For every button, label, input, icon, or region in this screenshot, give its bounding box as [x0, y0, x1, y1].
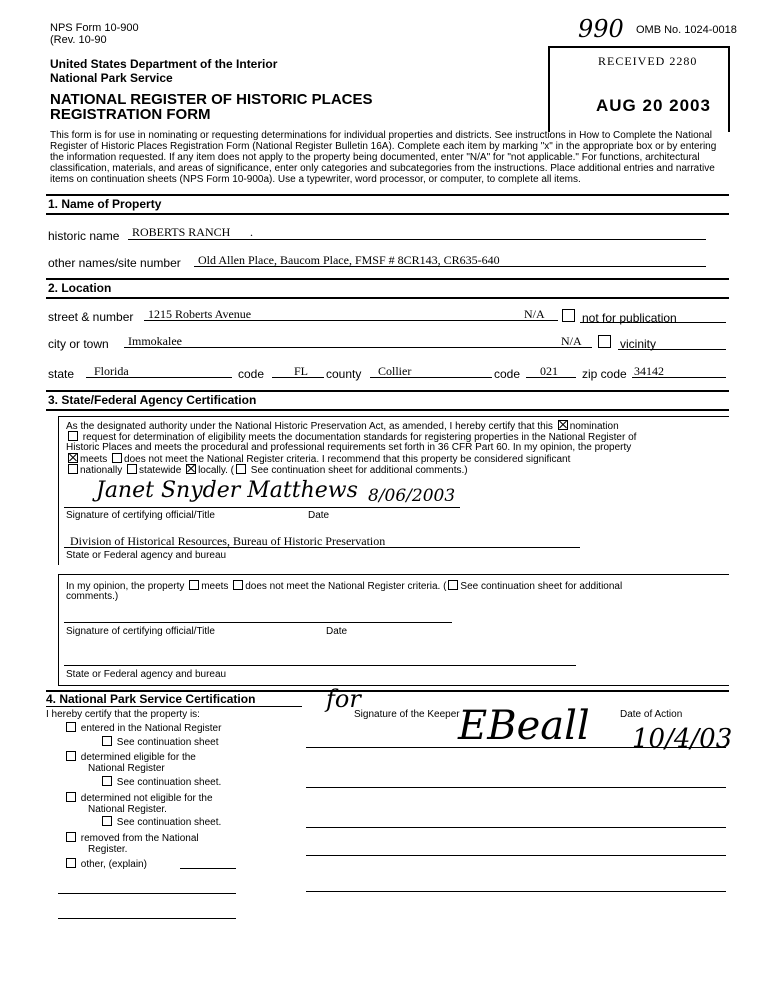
intro-line: the information requested. If any item does not apply to the property being documented, enter "N/A" for "not applicable." For functions, architectural [50, 152, 700, 163]
other-names-label: other names/site number [48, 256, 181, 270]
section-divider [46, 390, 729, 392]
vicinity-label: vicinity [620, 337, 657, 351]
agency-label-2: State or Federal agency and bureau [66, 669, 227, 680]
eligible-item-line-2: National Register [88, 763, 165, 774]
zip-value[interactable]: 34142 [634, 364, 664, 378]
signature-line-2 [64, 622, 452, 623]
agency-line [64, 547, 580, 548]
nomination-checkbox[interactable] [558, 420, 568, 430]
city-line [124, 347, 592, 348]
nationally-checkbox[interactable] [68, 464, 78, 474]
intro-line: This form is for use in nominating or requesting determinations for individual properties and districts. See instructions in How to Complete the National [50, 130, 712, 141]
date-label-2: Date [326, 626, 348, 637]
state-code-label: code [238, 367, 265, 381]
other-item: other, (explain) [64, 858, 147, 870]
vicinity-checkbox[interactable] [598, 333, 611, 351]
cert-line-1: As the designated authority under the National Historic Preservation Act, as amended, I hereby certify that this nomination [66, 421, 619, 432]
city-value[interactable]: Immokalee [128, 334, 182, 348]
keeper-label: Signature of the Keeper [354, 709, 460, 720]
locally-checkbox[interactable] [186, 464, 196, 474]
stamp-date: AUG 20 2003 [596, 96, 711, 115]
intro-text [50, 130, 716, 185]
section-divider [46, 213, 729, 215]
county-value[interactable]: Collier [378, 364, 412, 378]
county-label: county [326, 367, 362, 381]
keeper-signature: EBeall [458, 703, 590, 749]
agency-label: State or Federal agency and bureau [66, 550, 227, 561]
city-label: city or town [48, 337, 109, 351]
vicinity-line [618, 349, 726, 350]
not-eligible-checkbox[interactable] [66, 792, 76, 802]
certifying-signature: Janet Snyder Matthews [96, 478, 358, 503]
date-label: Date [308, 510, 330, 521]
agency-line-2 [64, 665, 576, 666]
state-value[interactable]: Florida [94, 364, 129, 378]
handwritten-number: 990 [578, 15, 624, 43]
signature-line [64, 507, 460, 508]
eligible-item: determined eligible for the [64, 751, 196, 763]
service-name: National Park Service [50, 71, 173, 85]
city-na: N/A [561, 334, 582, 348]
keeper-line-3 [306, 827, 726, 828]
action-label: Date of Action [620, 709, 683, 720]
other-explain-line-2[interactable] [58, 893, 236, 894]
not-for-publication-label: not for publication [582, 311, 677, 325]
section-4-heading: 4. National Park Service Certification [46, 692, 256, 706]
removed-item-line-2: Register. [88, 844, 128, 855]
not-eligible-continuation-checkbox[interactable] [102, 816, 112, 826]
opinion-line-1: In my opinion, the property meets does not meet the National Register criteria. ( See continuation sheet for additional [66, 581, 623, 592]
cert-line-2: request for determination of eligibility meets the documentation standards for registering properties in the National Register of [66, 431, 636, 443]
not-eligible-item-line-2: National Register. [88, 804, 167, 815]
certifying-date: 8/06/2003 [368, 486, 456, 506]
for-text: for [326, 685, 361, 713]
section-2-heading: 2. Location [48, 281, 112, 295]
opinion-meets-checkbox[interactable] [189, 580, 199, 590]
section-1-heading: 1. Name of Property [48, 197, 162, 211]
entered-checkbox[interactable] [66, 722, 76, 732]
eligible-checkbox[interactable] [66, 751, 76, 761]
not-eligible-item: determined not eligible for the [64, 792, 213, 804]
state-label: state [48, 367, 75, 381]
not-for-publication-line [580, 322, 726, 323]
certify-label: I hereby certify that the property is: [46, 709, 200, 720]
signature-label-2: Signature of certifying official/Title [66, 626, 215, 637]
street-na: N/A [524, 307, 545, 321]
meets-checkbox[interactable] [68, 453, 78, 463]
not-eligible-continuation: See continuation sheet. [100, 816, 221, 828]
other-checkbox[interactable] [66, 858, 76, 868]
stamp-received-text: RECEIVED 2280 [598, 54, 698, 68]
section-divider [46, 194, 729, 196]
form-number: NPS Form 10-900 [50, 22, 139, 34]
section-3-heading: 3. State/Federal Agency Certification [48, 393, 257, 407]
opinion-continuation-checkbox[interactable] [448, 580, 458, 590]
cert-line-5: nationally statewide locally. ( See continuation sheet for additional comments.) [66, 464, 468, 476]
form-revision: (Rev. 10-90 [50, 34, 107, 46]
entered-continuation-checkbox[interactable] [102, 736, 112, 746]
agency-value[interactable]: Division of Historical Resources, Bureau of Historic Preservation [70, 534, 386, 548]
opinion-line-2: comments.) [66, 591, 119, 602]
department-name: United States Department of the Interior [50, 57, 278, 71]
historic-name-label: historic name [48, 229, 120, 243]
signature-label: Signature of certifying official/Title [66, 510, 215, 521]
other-names-value[interactable]: Old Allen Place, Baucom Place, FMSF # 8CR143, CR635-640 [198, 253, 500, 267]
received-stamp [548, 46, 730, 132]
eligible-continuation-checkbox[interactable] [102, 776, 112, 786]
street-label: street & number [48, 310, 134, 324]
request-checkbox[interactable] [68, 431, 78, 441]
street-value[interactable]: 1215 Roberts Avenue [148, 307, 252, 321]
statewide-checkbox[interactable] [127, 464, 137, 474]
form-title: NATIONAL REGISTER OF HISTORIC PLACES [50, 91, 373, 108]
keeper-line-1 [306, 747, 726, 748]
intro-line: classification, materials, and areas of significance, enter only categories and subcategories from the instructions. Place additional entries and narrative [50, 163, 715, 174]
intro-line: items on continuation sheets (NPS Form 10-900a). Use a typewriter, word processor, or computer, to complete all items. [50, 174, 581, 185]
entered-item: entered in the National Register [64, 722, 221, 734]
continuation-sheet-checkbox[interactable] [236, 464, 246, 474]
not-for-publication-checkbox[interactable] [562, 307, 575, 325]
section-divider [46, 409, 729, 411]
section-divider [46, 278, 729, 280]
eligible-continuation: See continuation sheet. [100, 776, 221, 788]
opinion-does-not-meet-checkbox[interactable] [233, 580, 243, 590]
county-code-value[interactable]: 021 [540, 364, 558, 378]
does-not-meet-checkbox[interactable] [112, 453, 122, 463]
historic-name-mark: . [250, 225, 253, 239]
other-explain-line[interactable] [180, 868, 236, 869]
cert-line-3: Historic Places and meets the procedural and professional requirements set forth in 36 CFR Part 60. In my opinion, the property [66, 442, 632, 453]
keeper-line-5 [306, 891, 726, 892]
cert-line-4: meets does not meet the National Register criteria. I recommend that this property be considered significant [66, 453, 570, 465]
zip-label: zip code [582, 367, 627, 381]
section-4-underline [46, 706, 302, 707]
other-explain-line-3[interactable] [58, 918, 236, 919]
county-code-label: code [494, 367, 521, 381]
omb-number: OMB No. 1024-0018 [636, 24, 737, 36]
form-subtitle: REGISTRATION FORM [50, 106, 211, 123]
keeper-line-2 [306, 787, 726, 788]
intro-line: Register of Historic Places Registration Form (National Register Bulletin 16A). Complete each item by marking "x" in the appropriate box or by entering [50, 141, 717, 152]
removed-item: removed from the National [64, 832, 199, 844]
action-date: 10/4/03 [632, 724, 733, 754]
section-divider [46, 297, 729, 299]
removed-checkbox[interactable] [66, 832, 76, 842]
keeper-line-4 [306, 855, 726, 856]
state-code-value[interactable]: FL [294, 364, 309, 378]
entered-continuation: See continuation sheet [100, 736, 219, 748]
historic-name-value[interactable]: ROBERTS RANCH [132, 225, 231, 239]
